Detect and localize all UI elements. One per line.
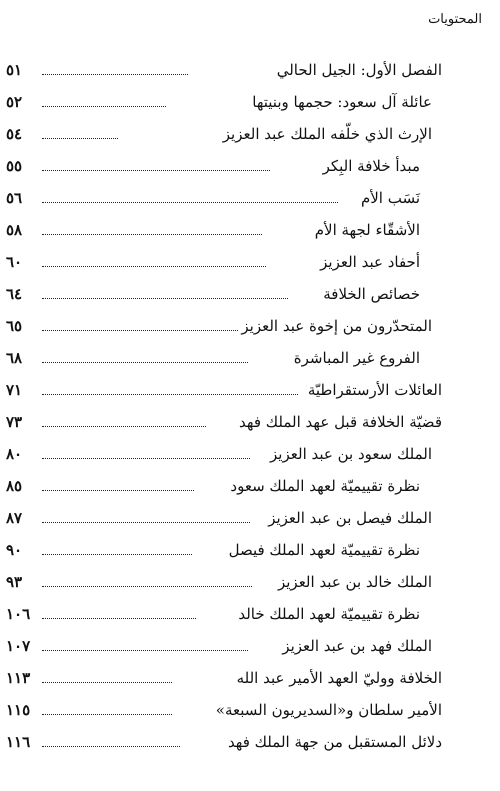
toc-entry[interactable] — [0, 476, 500, 496]
toc-entry[interactable] — [0, 316, 500, 336]
toc-entry[interactable] — [0, 508, 500, 528]
toc-entry[interactable] — [0, 412, 500, 432]
toc-entry[interactable] — [0, 668, 500, 688]
dot-leader — [42, 106, 166, 107]
table-of-contents — [0, 60, 500, 780]
toc-entry[interactable] — [0, 700, 500, 720]
page-number: ١١٦ — [6, 733, 31, 751]
page-number: ٨٥ — [6, 477, 23, 495]
entry-title: الأشقّاء لجهة الأم — [314, 221, 420, 239]
dot-leader — [42, 714, 172, 715]
page-number: ٥٢ — [6, 93, 23, 111]
page-number: ٨٧ — [6, 509, 23, 527]
dot-leader — [42, 586, 252, 587]
page-number: ٥١ — [6, 61, 23, 79]
entry-title: نَسَب الأم — [360, 189, 420, 207]
dot-leader — [42, 682, 172, 683]
dot-leader — [42, 490, 194, 491]
toc-entry[interactable] — [0, 124, 500, 144]
entry-title: مبدأ خلافة البِكر — [322, 157, 420, 175]
toc-entry[interactable] — [0, 540, 500, 560]
dot-leader — [42, 746, 180, 747]
page-number: ٥٤ — [6, 125, 23, 143]
page-number: ٩٠ — [6, 541, 23, 559]
page-number: ٥٦ — [6, 189, 23, 207]
dot-leader — [42, 426, 206, 427]
entry-title: الملك فهد بن عبد العزيز — [282, 637, 432, 655]
toc-entry[interactable] — [0, 380, 500, 400]
page-number: ٧١ — [6, 381, 23, 399]
page-number: ٥٥ — [6, 157, 23, 175]
entry-title: أحفاد عبد العزيز — [320, 253, 420, 271]
dot-leader — [42, 362, 248, 363]
entry-title: الإرث الذي خلّفه الملك عبد العزيز — [222, 125, 432, 143]
toc-entry[interactable] — [0, 636, 500, 656]
toc-entry[interactable] — [0, 252, 500, 272]
entry-title: الملك سعود بن عبد العزيز — [270, 445, 432, 463]
dot-leader — [42, 74, 188, 75]
toc-entry[interactable] — [0, 732, 500, 752]
entry-title: الفصل الأول: الجيل الحالي — [276, 61, 442, 79]
dot-leader — [42, 618, 196, 619]
dot-leader — [42, 202, 338, 203]
dot-leader — [42, 458, 250, 459]
toc-entry[interactable] — [0, 156, 500, 176]
entry-title: نظرة تقييميّة لعهد الملك فيصل — [228, 541, 420, 559]
page-number: ٦٤ — [6, 285, 23, 303]
toc-entry[interactable] — [0, 572, 500, 592]
page-number: ٩٣ — [6, 573, 23, 591]
page-header: المحتويات — [428, 12, 482, 27]
entry-title: دلائل المستقبل من جهة الملك فهد — [227, 733, 442, 751]
dot-leader — [42, 554, 192, 555]
entry-title: الفروع غير المباشرة — [293, 349, 420, 367]
toc-entry[interactable] — [0, 188, 500, 208]
page-number: ١٠٦ — [6, 605, 31, 623]
toc-entry[interactable] — [0, 220, 500, 240]
page-number: ١١٣ — [6, 669, 31, 687]
dot-leader — [42, 394, 298, 395]
page-number: ٧٣ — [6, 413, 23, 431]
page-number: ١١٥ — [6, 701, 31, 719]
toc-entry[interactable] — [0, 284, 500, 304]
dot-leader — [42, 522, 250, 523]
page-number: ٦٠ — [6, 253, 23, 271]
page-number: ٨٠ — [6, 445, 23, 463]
entry-title: الملك فيصل بن عبد العزيز — [268, 509, 432, 527]
dot-leader — [42, 170, 270, 171]
entry-title: المتحدّرون من إخوة عبد العزيز — [241, 317, 432, 335]
entry-title: الخلافة ووليّ العهد الأمير عبد الله — [236, 669, 442, 687]
dot-leader — [42, 266, 266, 267]
toc-entry[interactable] — [0, 92, 500, 112]
dot-leader — [42, 138, 118, 139]
toc-entry[interactable] — [0, 444, 500, 464]
page-number: ٦٨ — [6, 349, 23, 367]
page-number: ١٠٧ — [6, 637, 31, 655]
entry-title: خصائص الخلافة — [323, 285, 420, 303]
dot-leader — [42, 234, 262, 235]
entry-title: العائلات الأرستقراطيّة — [307, 381, 442, 399]
page-number: ٦٥ — [6, 317, 23, 335]
entry-title: قضيّة الخلافة قبل عهد الملك فهد — [239, 413, 442, 431]
entry-title: الأمير سلطان و«السديريون السبعة» — [215, 701, 442, 719]
dot-leader — [42, 650, 248, 651]
entry-title: الملك خالد بن عبد العزيز — [277, 573, 432, 591]
toc-entry[interactable] — [0, 348, 500, 368]
entry-title: نظرة تقييميّة لعهد الملك خالد — [238, 605, 420, 623]
entry-title: عائلة آل سعود: حجمها وبنيتها — [252, 93, 432, 111]
dot-leader — [42, 330, 238, 331]
toc-entry[interactable] — [0, 60, 500, 80]
entry-title: نظرة تقييميّة لعهد الملك سعود — [230, 477, 420, 495]
page-number: ٥٨ — [6, 221, 23, 239]
toc-entry[interactable] — [0, 604, 500, 624]
dot-leader — [42, 298, 288, 299]
